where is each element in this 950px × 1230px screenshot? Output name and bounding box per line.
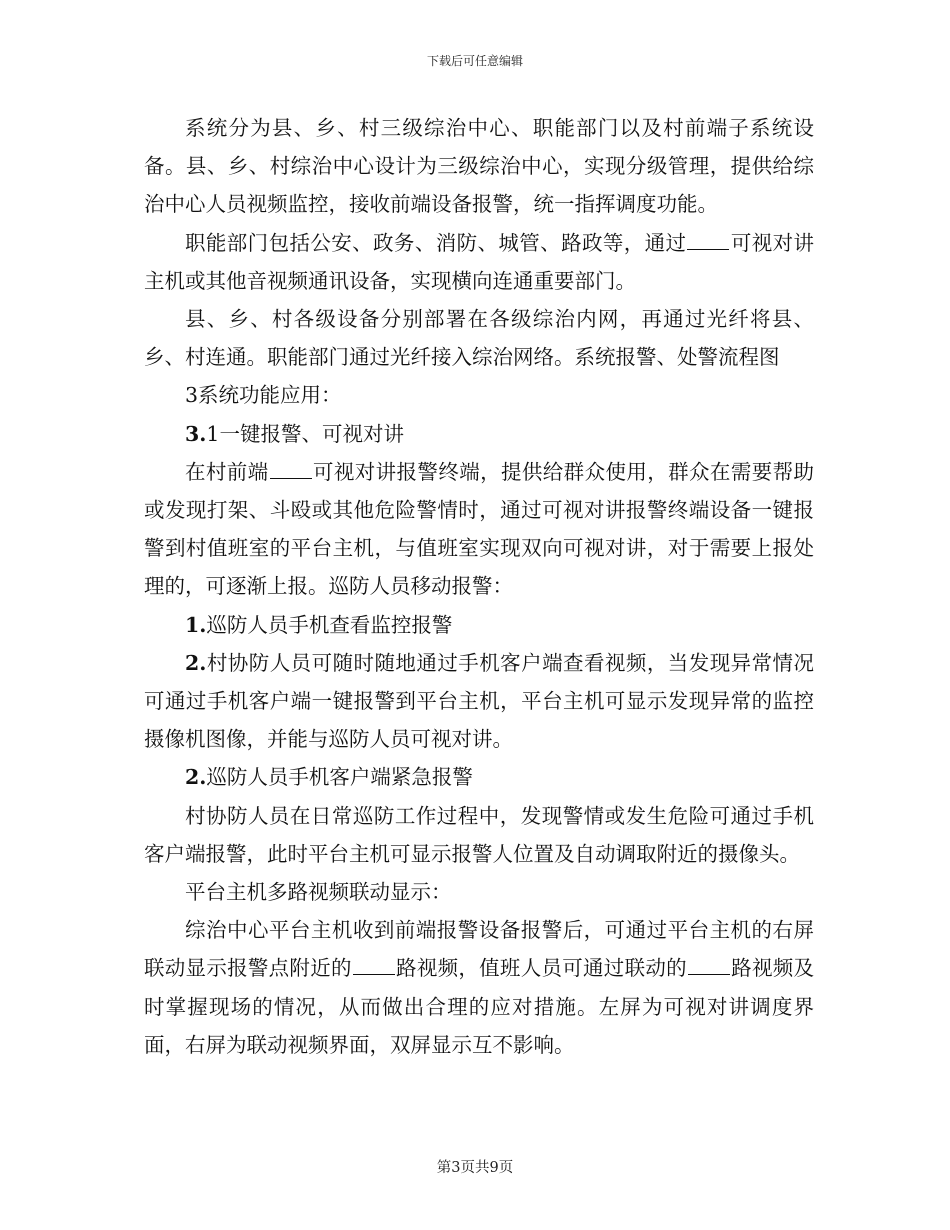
heading-text: 巡防人员手机查看监控报警 [206, 612, 453, 637]
paragraph-text: 路视频，值班人员可通过联动的 [395, 956, 687, 981]
paragraph-text: 可视对讲主机或其他音视频通讯设备，实现横向连通重要部门。 [144, 230, 815, 293]
paragraph-system-structure [144, 109, 814, 224]
section-number: 1. [185, 612, 207, 637]
paragraph-text: 县、乡、村各级设备分别部署在各级综治内网，再通过光纤将县、乡、村连通。职能部门通过光纤接入综治网络。系统报警、处警流程图 [144, 307, 814, 370]
document-body [144, 109, 814, 1064]
heading-system-functions [144, 376, 814, 414]
heading-one-key-alarm [144, 415, 814, 453]
fill-in-blank [270, 459, 312, 478]
paragraph-text: 职能部门包括公安、政务、消防、城管、路政等，通过 [185, 230, 687, 255]
paragraph-video-linkage [144, 911, 814, 1064]
heading-multi-video-linkage [144, 873, 814, 911]
paragraph-text: 综治中心平台主机收到前端报警设备报警后，可通过平台主机的右屏联动显示报警点附近的 [144, 918, 814, 981]
heading-patrol-emergency-alarm [144, 758, 814, 796]
page-header: 下载后可任意编辑 [426, 54, 523, 68]
section-number: 3. [185, 421, 207, 446]
paragraph-village-terminal [144, 453, 814, 606]
heading-text: 平台主机多路视频联动显示： [185, 880, 452, 905]
section-number: 2. [185, 650, 207, 675]
section-number: 2. [185, 765, 207, 790]
paragraph-patrol-phone-client [144, 644, 814, 759]
fill-in-blank [687, 230, 729, 249]
paragraph-deployment [144, 300, 814, 376]
heading-patrol-phone-monitoring [144, 606, 814, 644]
paragraph-text: 系统分为县、乡、村三级综治中心、职能部门以及村前端子系统设备。县、乡、村综治中心设计为三级综治中心，实现分级管理，提供给综治中心人员视频监控，接收前端设备报警，统一指挥调度功能。 [144, 116, 814, 217]
paragraph-text: 在村前端 [185, 459, 269, 484]
heading-text: 1一键报警、可视对讲 [206, 421, 404, 446]
page-number: 第3页共9页 [436, 1160, 514, 1176]
fill-in-blank [688, 956, 730, 975]
paragraph-text: 可视对讲报警终端，提供给群众使用，群众在需要帮助或发现打架、斗殴或其他危险警情时，通过可视对讲报警终端设备一键报警到村值班室的平台主机，与值班室实现双向可视对讲，对于需要上报处理的，可逐渐上报。巡防人员移动报警： [144, 459, 815, 599]
heading-text: 3系统功能应用： [185, 383, 342, 408]
heading-text: 巡防人员手机客户端紧急报警 [206, 765, 473, 790]
paragraph-text: 路视频及时掌握现场的情况，从而做出合理的应对措施。左屏为可视对讲调度界面，右屏为联动视频界面，双屏显示互不影响。 [144, 956, 815, 1057]
paragraph-departments [144, 224, 814, 300]
fill-in-blank [353, 956, 395, 975]
paragraph-text: 村协防人员可随时随地通过手机客户端查看视频，当发现异常情况可通过手机客户端一键报警到平台主机，平台主机可显示发现异常的监控摄像机图像，并能与巡防人员可视对讲。 [144, 650, 814, 752]
paragraph-text: 村协防人员在日常巡防工作过程中，发现警情或发生危险可通过手机客户端报警，此时平台主机可显示报警人位置及自动调取附近的摄像头。 [144, 803, 814, 866]
paragraph-emergency-alarm [144, 797, 814, 873]
